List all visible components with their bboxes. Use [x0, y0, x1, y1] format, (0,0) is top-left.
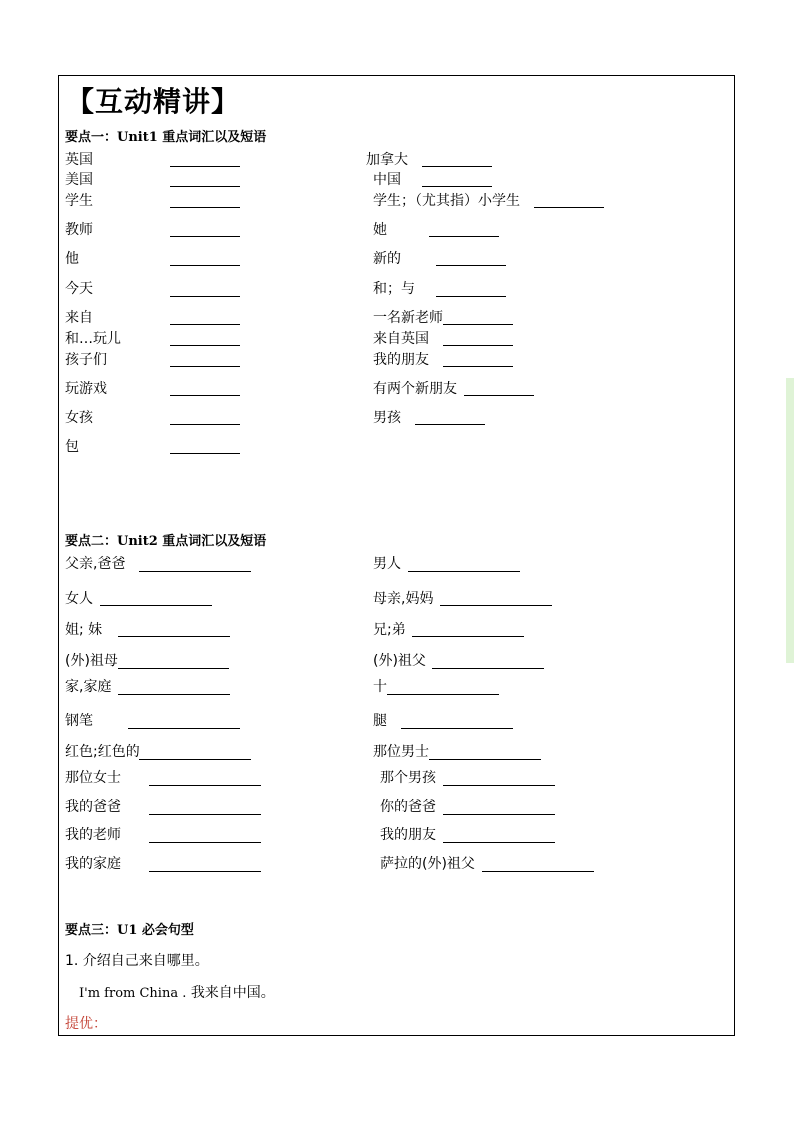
- answer-blank[interactable]: [436, 265, 506, 266]
- s2-left-word: 女人: [65, 591, 93, 607]
- answer-blank[interactable]: [149, 842, 261, 843]
- answer-blank[interactable]: [100, 605, 212, 606]
- s1-right-word: 来自英国: [373, 331, 429, 347]
- answer-blank[interactable]: [170, 395, 240, 396]
- answer-blank[interactable]: [149, 785, 261, 786]
- section3-heading: 要点三：U1 必会句型: [65, 923, 194, 938]
- s2-right-word: 男人: [373, 556, 401, 572]
- s2-right-word: 那位男士: [373, 744, 429, 760]
- s2-left-word: 父亲,爸爸: [65, 556, 126, 572]
- s1-right-word: 中国: [373, 172, 401, 188]
- answer-blank[interactable]: [170, 296, 240, 297]
- answer-blank[interactable]: [443, 366, 513, 367]
- answer-blank[interactable]: [149, 871, 261, 872]
- answer-blank[interactable]: [408, 571, 520, 572]
- answer-blank[interactable]: [432, 668, 544, 669]
- answer-blank[interactable]: [139, 759, 251, 760]
- s1-right-word: 男孩: [373, 410, 401, 426]
- s2-left-word: 红色;红色的: [65, 744, 140, 760]
- section1-heading: 要点一：Unit1 重点词汇以及短语: [65, 130, 267, 145]
- answer-blank[interactable]: [534, 207, 604, 208]
- s1-right-word: 加拿大: [366, 152, 408, 168]
- s2-left-word: 钢笔: [65, 713, 93, 729]
- s1-left-word: 他: [65, 251, 79, 267]
- s1-left-word: 学生: [65, 193, 93, 209]
- answer-blank[interactable]: [170, 186, 240, 187]
- example-chinese: 我来自中国。: [190, 985, 275, 1001]
- s2-right-word: 萨拉的(外)祖父: [380, 856, 475, 872]
- section2-heading: 要点二：Unit2 重点词汇以及短语: [65, 534, 267, 549]
- answer-blank[interactable]: [440, 605, 552, 606]
- answer-blank[interactable]: [170, 207, 240, 208]
- answer-blank[interactable]: [170, 366, 240, 367]
- answer-blank[interactable]: [482, 871, 594, 872]
- s1-right-word: 学生；（尤其指）小学生: [373, 193, 520, 209]
- answer-blank[interactable]: [443, 842, 555, 843]
- s1-right-word: 新的: [373, 251, 401, 267]
- answer-blank[interactable]: [412, 636, 524, 637]
- s2-right-word: 你的爸爸: [380, 799, 436, 815]
- answer-blank[interactable]: [443, 324, 513, 325]
- improvement-note: 提优：: [65, 1016, 107, 1032]
- s1-left-word: 玩游戏: [65, 381, 107, 397]
- s2-right-word: 兄;弟: [373, 622, 406, 638]
- s1-left-word: 来自: [65, 310, 93, 326]
- s2-left-word: 家,家庭: [65, 679, 112, 695]
- answer-blank[interactable]: [464, 395, 534, 396]
- s2-left-word: 我的爸爸: [65, 799, 121, 815]
- s1-left-word: 美国: [65, 172, 93, 188]
- answer-blank[interactable]: [401, 728, 513, 729]
- answer-blank[interactable]: [170, 166, 240, 167]
- sidebar-strip: [786, 378, 794, 663]
- example-sentence: [79, 982, 275, 1002]
- s1-left-word: 教师: [65, 222, 93, 238]
- s1-right-word: 和；与: [373, 281, 415, 297]
- answer-blank[interactable]: [422, 166, 492, 167]
- s2-left-word: 我的家庭: [65, 856, 121, 872]
- page-title: 【互动精讲】: [66, 85, 241, 118]
- s1-left-word: 和…玩儿: [65, 331, 121, 347]
- answer-blank[interactable]: [170, 424, 240, 425]
- s2-right-word: 我的朋友: [380, 827, 436, 843]
- answer-blank[interactable]: [170, 345, 240, 346]
- example-english: I'm from China .: [79, 986, 187, 1001]
- answer-blank[interactable]: [139, 571, 251, 572]
- answer-blank[interactable]: [170, 324, 240, 325]
- answer-blank[interactable]: [443, 345, 513, 346]
- s1-right-word: 一名新老师: [373, 310, 443, 326]
- answer-blank[interactable]: [118, 694, 230, 695]
- s1-left-word: 包: [65, 439, 79, 455]
- answer-blank[interactable]: [422, 186, 492, 187]
- answer-blank[interactable]: [415, 424, 485, 425]
- s2-right-word: (外)祖父: [373, 653, 426, 669]
- s1-right-word: 我的朋友: [373, 352, 429, 368]
- s2-right-word: 母亲,妈妈: [373, 591, 434, 607]
- s1-left-word: 今天: [65, 281, 93, 297]
- answer-blank[interactable]: [429, 236, 499, 237]
- answer-blank[interactable]: [443, 814, 555, 815]
- s1-right-word: 有两个新朋友: [373, 381, 457, 397]
- s1-right-word: 她: [373, 222, 387, 238]
- s1-left-word: 孩子们: [65, 352, 107, 368]
- s2-right-word: 腿: [373, 713, 387, 729]
- s2-left-word: 那位女士: [65, 770, 121, 786]
- answer-blank[interactable]: [149, 814, 261, 815]
- answer-blank[interactable]: [387, 694, 499, 695]
- s1-left-word: 女孩: [65, 410, 93, 426]
- sentence-item: 1. 介绍自己来自哪里。: [65, 953, 209, 969]
- answer-blank[interactable]: [443, 785, 555, 786]
- s2-right-word: 那个男孩: [380, 770, 436, 786]
- s1-left-word: 英国: [65, 152, 93, 168]
- answer-blank[interactable]: [128, 728, 240, 729]
- s2-left-word: 我的老师: [65, 827, 121, 843]
- answer-blank[interactable]: [170, 265, 240, 266]
- answer-blank[interactable]: [436, 296, 506, 297]
- answer-blank[interactable]: [170, 236, 240, 237]
- answer-blank[interactable]: [118, 636, 230, 637]
- answer-blank[interactable]: [170, 453, 240, 454]
- s2-left-word: 姐; 妹: [65, 622, 103, 638]
- s2-left-word: (外)祖母: [65, 653, 118, 669]
- answer-blank[interactable]: [118, 668, 229, 669]
- answer-blank[interactable]: [429, 759, 541, 760]
- s2-right-word: 十: [373, 679, 387, 695]
